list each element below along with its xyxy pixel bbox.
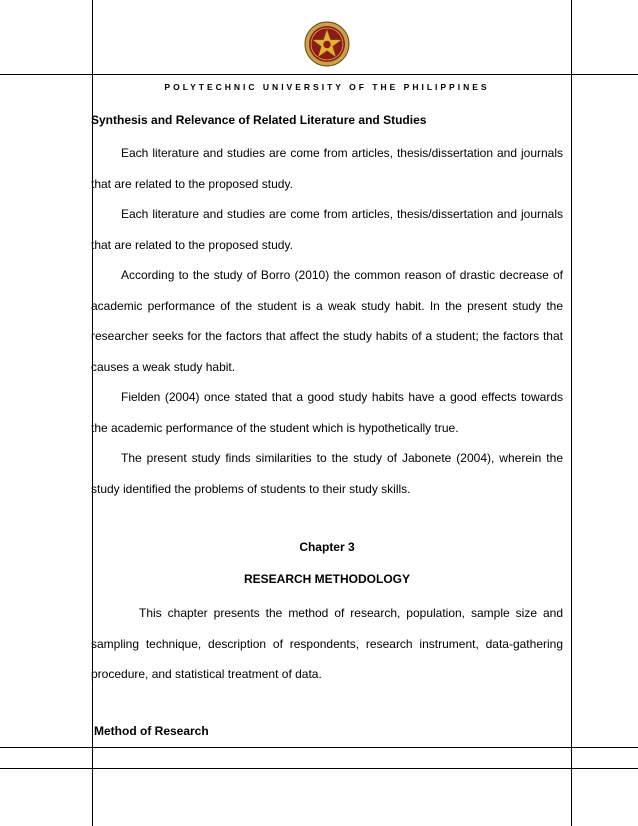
subsection-title: Method of Research <box>94 723 209 738</box>
right-margin-line <box>571 0 572 826</box>
chapter-intro: This chapter presents the method of research, population, sample size and sampling technique, description of respondents, research instrument, data-gathering procedure, and statistical treatment of data. <box>91 606 563 681</box>
header-rule <box>0 74 638 75</box>
paragraph: Fielden (2004) once stated that a good study habits have a good effects towards the academic performance of the student which is hypothetically true. <box>91 390 563 435</box>
footer-rule-upper <box>0 747 638 748</box>
chapter-title: RESEARCH METHODOLOGY <box>243 572 410 586</box>
section-title: Synthesis and Relevance of Related Literature and Studies <box>91 113 427 127</box>
paragraph: Each literature and studies are come from articles, thesis/dissertation and journals that are related to the proposed study. <box>91 207 563 252</box>
chapter-number: Chapter 3 <box>299 540 355 554</box>
paragraph: According to the study of Borro (2010) the common reason of drastic decrease of academic performance of the student is a weak study habit. In the present study the researcher seeks for the factors that affect the study habits of a student; the factors that causes a weak study habit. <box>91 268 563 374</box>
paragraph: The present study finds similarities to the study of Jabonete (2004), wherein the study identified the problems of students to their study skills. <box>91 451 563 496</box>
paragraph: Each literature and studies are come from articles, thesis/dissertation and journals that are related to the proposed study. <box>91 146 563 191</box>
footer-rule-lower <box>0 768 638 769</box>
university-title: POLYTECHNIC UNIVERSITY OF THE PHILIPPINES <box>164 82 490 92</box>
pup-seal-icon <box>303 20 351 68</box>
document-body <box>91 106 563 746</box>
